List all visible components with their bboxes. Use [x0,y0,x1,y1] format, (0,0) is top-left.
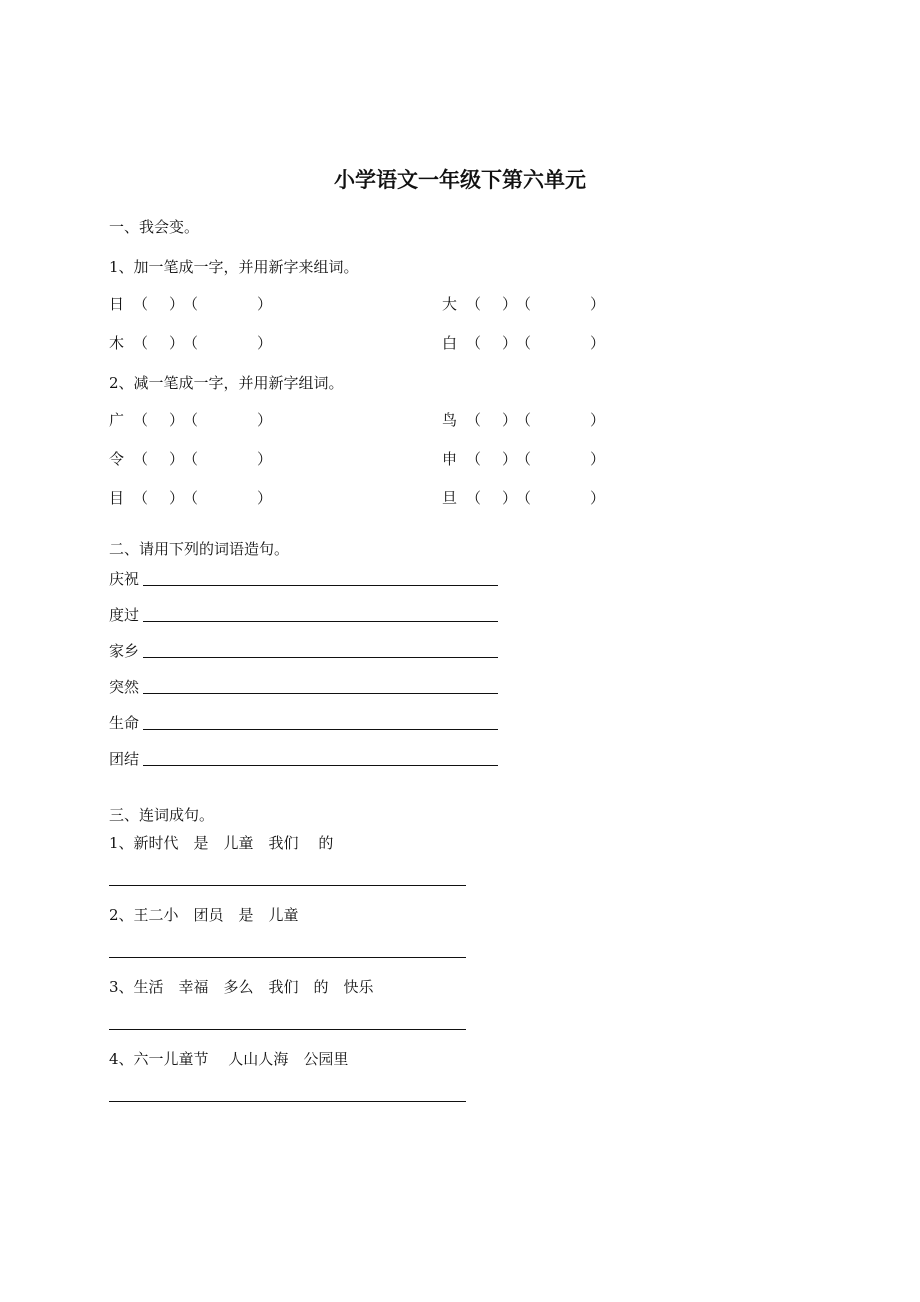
answer-line[interactable] [143,621,498,622]
paren-open: （ [183,334,199,352]
base-character: 目 [109,489,125,507]
paren-open: （ [133,450,149,468]
answer-line[interactable] [109,1101,466,1102]
paren-open: （ [466,295,482,313]
prompt-word: 生命 [109,714,140,732]
question-2-label: 2、减一笔成一字，并用新字组词。 [109,374,344,392]
paren-close: ） [590,295,606,313]
paren-close: ） [169,411,185,429]
paren-close: ） [590,411,606,429]
word-order-prompt: 2、王二小 团员 是 儿童 [109,906,299,924]
paren-close: ） [502,295,518,313]
paren-open: （ [183,489,199,507]
answer-line[interactable] [143,657,498,658]
paren-close: ） [169,334,185,352]
paren-close: ） [502,334,518,352]
paren-open: （ [516,334,532,352]
answer-line[interactable] [143,585,498,586]
paren-open: （ [466,450,482,468]
section-3-heading: 三、连词成句。 [109,806,215,824]
answer-line[interactable] [143,765,498,766]
paren-close: ） [257,450,273,468]
paren-open: （ [133,295,149,313]
paren-open: （ [516,411,532,429]
prompt-word: 家乡 [109,642,140,660]
paren-close: ） [169,489,185,507]
paren-close: ） [257,295,273,313]
section-2-heading: 二、请用下列的词语造句。 [109,540,290,558]
word-order-prompt: 4、六一儿童节 人山人海 公园里 [109,1050,349,1068]
answer-line[interactable] [109,885,466,886]
base-character: 旦 [442,489,458,507]
section-1-heading: 一、我会变。 [109,218,200,236]
prompt-word: 团结 [109,750,140,768]
base-character: 申 [442,450,458,468]
paren-open: （ [133,411,149,429]
paren-close: ） [257,334,273,352]
paren-close: ） [257,489,273,507]
base-character: 白 [442,334,458,352]
paren-open: （ [133,334,149,352]
paren-open: （ [516,489,532,507]
page-title: 小学语文一年级下第六单元 [334,167,586,192]
paren-close: ） [502,489,518,507]
prompt-word: 度过 [109,606,140,624]
paren-close: ） [169,295,185,313]
paren-open: （ [133,489,149,507]
paren-close: ） [590,489,606,507]
paren-open: （ [516,295,532,313]
paren-open: （ [183,411,199,429]
base-character: 大 [442,295,458,313]
paren-close: ） [502,411,518,429]
word-order-prompt: 3、生活 幸福 多么 我们 的 快乐 [109,978,374,996]
prompt-word: 突然 [109,678,140,696]
paren-open: （ [183,450,199,468]
answer-line[interactable] [109,1029,466,1030]
base-character: 木 [109,334,125,352]
paren-open: （ [183,295,199,313]
base-character: 令 [109,450,125,468]
paren-close: ） [590,334,606,352]
base-character: 鸟 [442,411,458,429]
paren-open: （ [466,334,482,352]
answer-line[interactable] [143,693,498,694]
paren-open: （ [516,450,532,468]
question-1-label: 1、加一笔成一字，并用新字来组词。 [109,258,359,276]
paren-open: （ [466,411,482,429]
base-character: 日 [109,295,125,313]
paren-open: （ [466,489,482,507]
answer-line[interactable] [109,957,466,958]
paren-close: ） [257,411,273,429]
base-character: 广 [109,411,125,429]
paren-close: ） [590,450,606,468]
answer-line[interactable] [143,729,498,730]
prompt-word: 庆祝 [109,570,140,588]
paren-close: ） [169,450,185,468]
word-order-prompt: 1、新时代 是 儿童 我们 的 [109,834,334,852]
paren-close: ） [502,450,518,468]
